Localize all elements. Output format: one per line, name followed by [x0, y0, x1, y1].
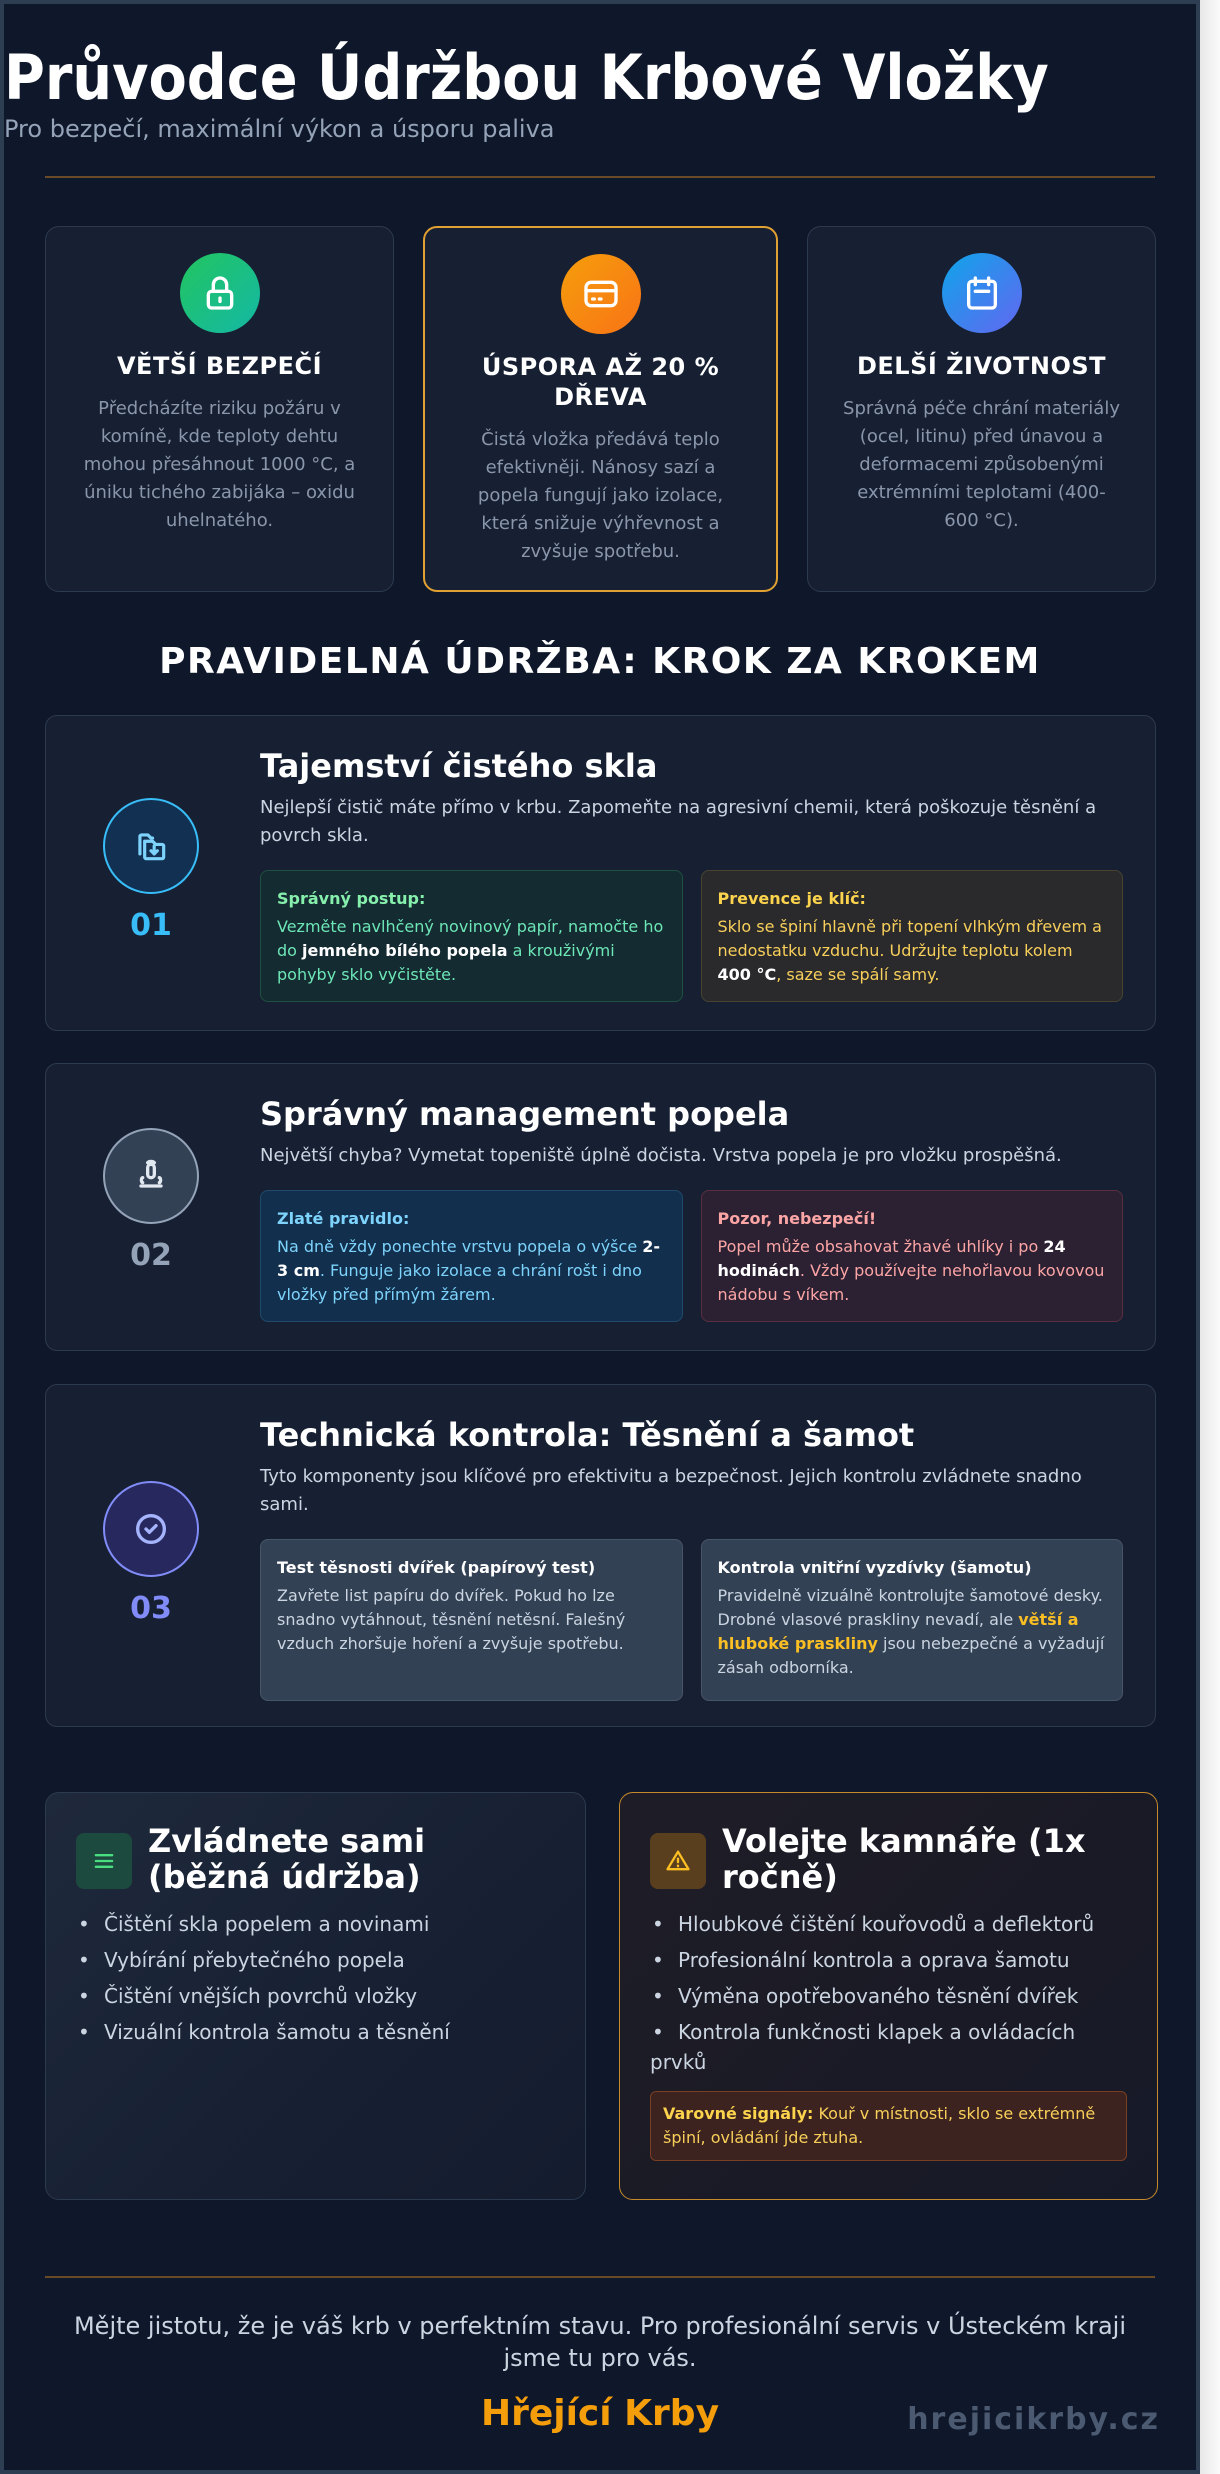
card-header [650, 1823, 1127, 1895]
step-description: Tyto komponenty jsou klíčové pro efektivitu a bezpečnost. Jejich kontrolu zvládnete snadno sami. [260, 1466, 1082, 1515]
brand-name: Hřející Krby [480, 2393, 720, 2434]
list-item: • Profesionální kontrola a oprava šamotu [652, 1948, 1070, 1972]
step-body [260, 1094, 1123, 1322]
tip-text: Sklo se špiní hlavně při topení vlhkým dřevem a nedostatku vzduchu. Udržujte teplotu kolem [717, 917, 1102, 960]
tip-firebrick-check [701, 1539, 1124, 1701]
feature-title: DELŠÍ ŽIVOTNOST [856, 352, 1107, 380]
page-subtitle: Pro bezpečí, maximální výkon a úsporu paliva [4, 115, 555, 143]
tip-golden-rule [260, 1190, 683, 1322]
diy-maintenance-card [45, 1792, 586, 2200]
tip-emphasis: 400 °C [717, 965, 777, 984]
list-item: • Kontrola funkčnosti klapek a ovládacích prvků [650, 2020, 1076, 2074]
list-item: • Výměna opotřebovaného těsnění dvířek [652, 1984, 1079, 2008]
tip-title: Pozor, nebezpečí! [717, 1209, 877, 1228]
pro-task-list [650, 1909, 1127, 2077]
warning-signals-box [650, 2091, 1127, 2161]
page-title: Průvodce Údržbou Krbové Vložky [4, 41, 1049, 114]
feature-title: ÚSPORA AŽ 20 % DŘEVA [481, 353, 720, 411]
check-circle-icon [103, 1481, 199, 1577]
feature-text: Předcházíte riziku požáru v komíně, kde teploty dehtu mohou přesáhnout 1000 °C, a úniku tichého zabijáka – oxidu uhelnatého. [83, 398, 356, 531]
step-number: 03 [130, 1591, 172, 1626]
professional-service-card [619, 1792, 1158, 2200]
feature-title: VĚTŠÍ BEZPEČÍ [116, 352, 323, 380]
diy-task-list [76, 1909, 555, 2047]
tip-emphasis: 24 hodinách [717, 1237, 1066, 1280]
list-item: • Čištění vnějších povrchů vložky [78, 1984, 418, 2008]
step-card-ash [45, 1063, 1156, 1351]
step-title: Správný management popela [260, 1095, 790, 1133]
step-number: 01 [130, 908, 172, 943]
tip-correct-procedure [260, 870, 683, 1002]
step-description: Největší chyba? Vymetat topeniště úplně dočista. Vrstva popela je pro vložku prospěšná. [260, 1145, 1062, 1166]
step-body [260, 1415, 1123, 1701]
warning-icon [650, 1833, 706, 1889]
tip-text: . Vždy používejte nehořlavou kovovou nádobu s víkem. [717, 1261, 1105, 1304]
feature-text: Čistá vložka předává teplo efektivněji. Nánosy sazí a popela fungují jako izolace, která snižuje výhřevnost a zvyšuje spotřebu. [477, 429, 724, 562]
page-margin [1200, 0, 1220, 2474]
warning-text: Kouř v místnosti, sklo se extrémně špiní, ovládání jde ztuha. [663, 2104, 1096, 2147]
step-tips [260, 870, 1123, 1002]
tip-text: , saze se spálí samy. [776, 965, 940, 984]
tip-title: Správný postup: [277, 889, 426, 908]
step-card-glass [45, 715, 1156, 1031]
footer-text: Mějte jistotu, že je váš krb v perfektním stavu. Pro profesionální servis v Ústeckém kraji jsme tu pro vás. [73, 2312, 1127, 2372]
step-body [260, 746, 1123, 1002]
step-description: Nejlepší čistič máte přímo v krbu. Zapomeňte na agresivní chemii, která poškozuje těsnění a povrch skla. [260, 797, 1097, 846]
website-domain: hrejicikrby.cz [907, 2402, 1160, 2437]
feature-text: Správná péče chrání materiály (ocel, litinu) před únavou a deformacemi způsobenými extrémními teplotami (400-600 °C). [843, 398, 1120, 531]
step-tips [260, 1190, 1123, 1322]
step-tips [260, 1539, 1123, 1701]
tip-emphasis: jemného bílého popela [302, 941, 508, 960]
tip-prevention [701, 870, 1124, 1002]
tip-text: Vezměte navlhčený novinový papír, namočte ho do [277, 917, 664, 960]
card-header [76, 1823, 555, 1895]
card-title: Volejte kamnáře (1x ročně) [722, 1822, 1086, 1896]
feature-card-safety [45, 226, 394, 592]
step-badge [103, 1128, 199, 1274]
card-title: Zvládnete sami (běžná údržba) [148, 1822, 426, 1896]
folder-download-icon [103, 798, 199, 894]
step-badge [103, 1481, 199, 1627]
step-number: 02 [130, 1238, 172, 1273]
warning-label: Varovné signály: [663, 2104, 814, 2123]
tip-emphasis: větší a hluboké praskliny [717, 1610, 1079, 1653]
step-title: Tajemství čistého skla [260, 747, 658, 785]
ash-bucket-icon [103, 1128, 199, 1224]
feature-card-lifespan [807, 226, 1156, 592]
tip-text: Pravidelně vizuálně kontrolujte šamotové desky. Drobné vlasové praskliny nevadí, ale [717, 1586, 1103, 1629]
tip-emphasis: 2-3 cm [277, 1237, 661, 1280]
feature-card-savings [423, 226, 778, 592]
step-card-technical [45, 1384, 1156, 1727]
tip-door-seal-test [260, 1539, 683, 1701]
tip-text: a krouživými pohyby sklo vyčistěte. [277, 941, 615, 984]
header-divider [45, 176, 1155, 178]
step-badge [103, 798, 199, 944]
tip-text: Zavřete list papíru do dvířek. Pokud ho lze snadno vytáhnout, těsnění netěsní. Falešný vzduch zhoršuje hoření a zvyšuje spotřebu. [277, 1586, 626, 1653]
tip-text: Na dně vždy ponechte vrstvu popela o výšce [277, 1237, 643, 1256]
step-title: Technická kontrola: Těsnění a šamot [260, 1416, 915, 1454]
list-item: • Čištění skla popelem a novinami [78, 1912, 430, 1936]
tip-text: Popel může obsahovat žhavé uhlíky i po [717, 1237, 1044, 1256]
list-item: • Hloubkové čištění kouřovodů a deflektorů [652, 1912, 1095, 1936]
list-item: • Vybírání přebytečného popela [78, 1948, 405, 1972]
tip-title: Kontrola vnitřní vyzdívky (šamotu) [717, 1558, 1032, 1577]
lock-icon [180, 253, 260, 333]
tip-text: jsou nebezpečné a vyžadují zásah odborníka. [717, 1634, 1105, 1677]
list-icon [76, 1833, 132, 1889]
tip-title: Zlaté pravidlo: [277, 1209, 410, 1228]
tip-title: Prevence je klíč: [717, 889, 866, 908]
list-item: • Vizuální kontrola šamotu a těsnění [78, 2020, 450, 2044]
credit-card-icon [561, 254, 641, 334]
tip-danger [701, 1190, 1124, 1322]
tip-title: Test těsnosti dvířek (papírový test) [277, 1558, 596, 1577]
tip-text: . Funguje jako izolace a chrání rošt i dno vložky před přímým žárem. [277, 1261, 642, 1304]
footer-divider [45, 2276, 1155, 2278]
section-heading: PRAVIDELNÁ ÚDRŽBA: KROK ZA KROKEM [159, 641, 1041, 682]
calendar-icon [942, 253, 1022, 333]
